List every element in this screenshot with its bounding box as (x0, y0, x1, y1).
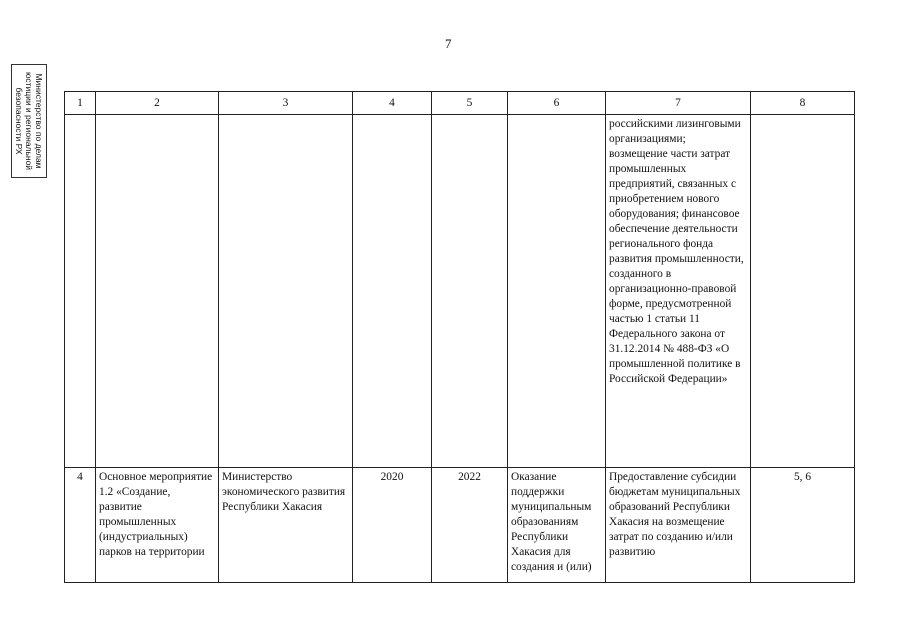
column-header: 5 (432, 92, 508, 115)
link-cell: 5, 6 (751, 468, 855, 583)
column-header: 3 (219, 92, 353, 115)
result-cell (508, 115, 606, 468)
result-cell: Оказание поддержки муниципальным образованиям Республики Хакасия для создания и (или) (508, 468, 606, 583)
table-row (65, 468, 855, 583)
row-number-cell: 4 (65, 468, 96, 583)
stamp-line: Министерство по делам (34, 73, 44, 169)
link-cell (751, 115, 855, 468)
stamp-text (14, 67, 44, 175)
registration-stamp (11, 64, 47, 178)
end-year-cell (432, 115, 508, 468)
measure-cell (96, 115, 219, 468)
page-number: 7 (445, 36, 452, 51)
stamp-line: юстиции и региональной (24, 71, 34, 171)
description-cell: Предоставление субсидии бюджетам муниципальных образований Республики Хакасия на возмещение затрат по созданию и/или развитию (606, 468, 751, 583)
executor-cell (219, 115, 353, 468)
column-header: 8 (751, 92, 855, 115)
start-year-cell (353, 115, 432, 468)
column-header: 4 (353, 92, 432, 115)
column-header: 6 (508, 92, 606, 115)
end-year-cell: 2022 (432, 468, 508, 583)
column-header: 2 (96, 92, 219, 115)
executor-cell: Министерство экономического развития Республики Хакасия (219, 468, 353, 583)
table-row (65, 115, 855, 468)
row-number-cell (65, 115, 96, 468)
stamp-line: безопасности РХ (14, 87, 24, 155)
table-header-row (65, 92, 855, 115)
measure-cell: Основное мероприятие 1.2 «Создание, развитие промышленных (индустриальных) парков на территории (96, 468, 219, 583)
start-year-cell: 2020 (353, 468, 432, 583)
column-header: 7 (606, 92, 751, 115)
column-header: 1 (65, 92, 96, 115)
description-cell: российскими лизинговыми организациями; возмещение части затрат промышленных предприятий, связанных с приобретением нового оборудования; финансовое обеспечение деятельности регионального фонда развития промышленности, созданного в организационно-правовой форме, предусмотренной частью 1 статьи 11 Федерального закона от 31.12.2014 № 488-ФЗ «О промышленной политике в Российской Федерации» (606, 115, 751, 468)
program-table (64, 91, 855, 583)
